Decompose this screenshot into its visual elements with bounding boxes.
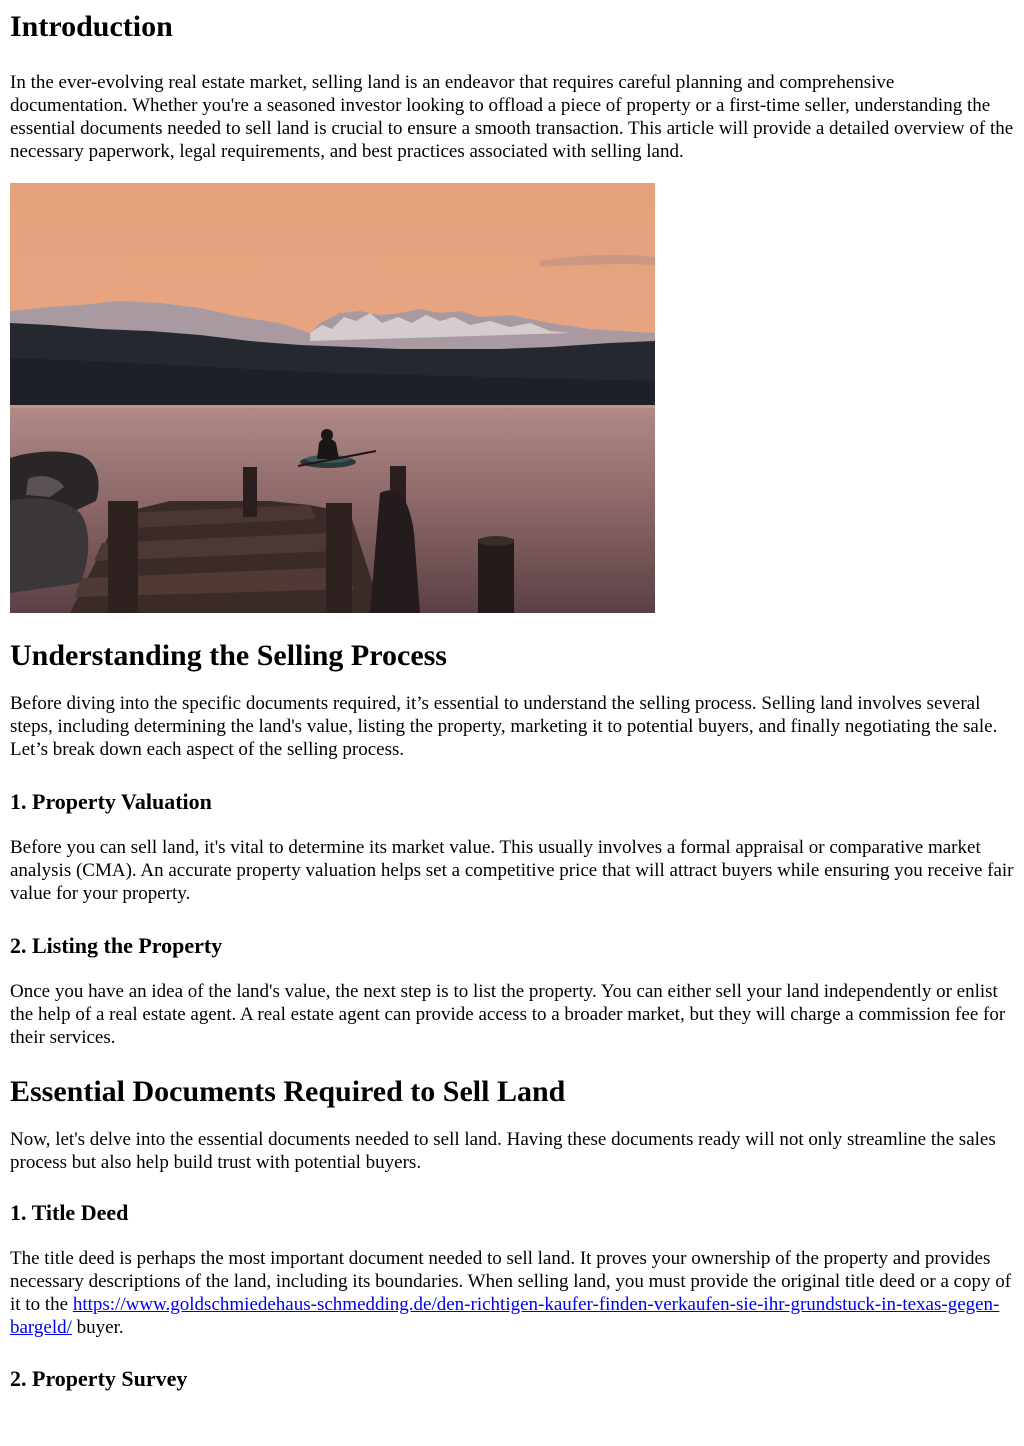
buyer-link[interactable]: https://www.goldschmiedehaus-schmedding.de/den-richtigen-kaufer-finden-verkaufen-sie-ihr-grundstuck-in-texas-gegen-bargeld/	[10, 1294, 1000, 1338]
lake-sunset-image	[10, 183, 655, 613]
property-valuation-paragraph: Before you can sell land, it's vital to determine its market value. This usually involves a formal appraisal or comparative market analysis (CMA). An accurate property valuation helps set a competitive price that will attract buyers while ensuring you receive fair value for your property.	[10, 837, 1014, 904]
selling-process-heading: Understanding the Selling Process	[10, 639, 447, 672]
selling-process-paragraph: Before diving into the specific documents required, it’s essential to understand the selling process. Selling land involves several steps, including determining the land's value, listing the property, marketing it to potential buyers, and finally negotiating the sale. Let’s break down each aspect of the selling process.	[10, 693, 998, 760]
title-deed-text-after: buyer.	[71, 1317, 124, 1338]
title-deed-text-before: The title deed is perhaps the most important document needed to sell land. It proves your ownership of the property and provides necessary descriptions of the land, including its boundaries. When selling land, you must provide the original title deed or a copy of it to the	[10, 1248, 1012, 1315]
title-deed-heading: 1. Title Deed	[10, 1200, 129, 1225]
listing-property-heading: 2. Listing the Property	[10, 933, 223, 958]
intro-paragraph: In the ever-evolving real estate market, selling land is an endeavor that requires careful planning and comprehensive documentation. Whether you're a seasoned investor looking to offload a piece of property or a first-time seller, understanding the essential documents needed to sell land is crucial to ensure a smooth transaction. This article will provide a detailed overview of the necessary paperwork, legal requirements, and best practices associated with selling land.	[10, 72, 1014, 162]
essential-documents-heading: Essential Documents Required to Sell Land	[10, 1075, 566, 1108]
listing-property-paragraph: Once you have an idea of the land's value, the next step is to list the property. You can either sell your land independently or enlist the help of a real estate agent. A real estate agent can provide access to a broader market, but they will charge a commission fee for their services.	[10, 981, 1006, 1048]
title-deed-paragraph	[10, 1247, 1014, 1339]
intro-heading: Introduction	[10, 10, 173, 43]
property-valuation-heading: 1. Property Valuation	[10, 789, 212, 814]
property-survey-heading: 2. Property Survey	[10, 1366, 188, 1391]
essential-documents-paragraph: Now, let's delve into the essential documents needed to sell land. Having these documents ready will not only streamline the sales process but also help build trust with potential buyers.	[10, 1129, 996, 1173]
